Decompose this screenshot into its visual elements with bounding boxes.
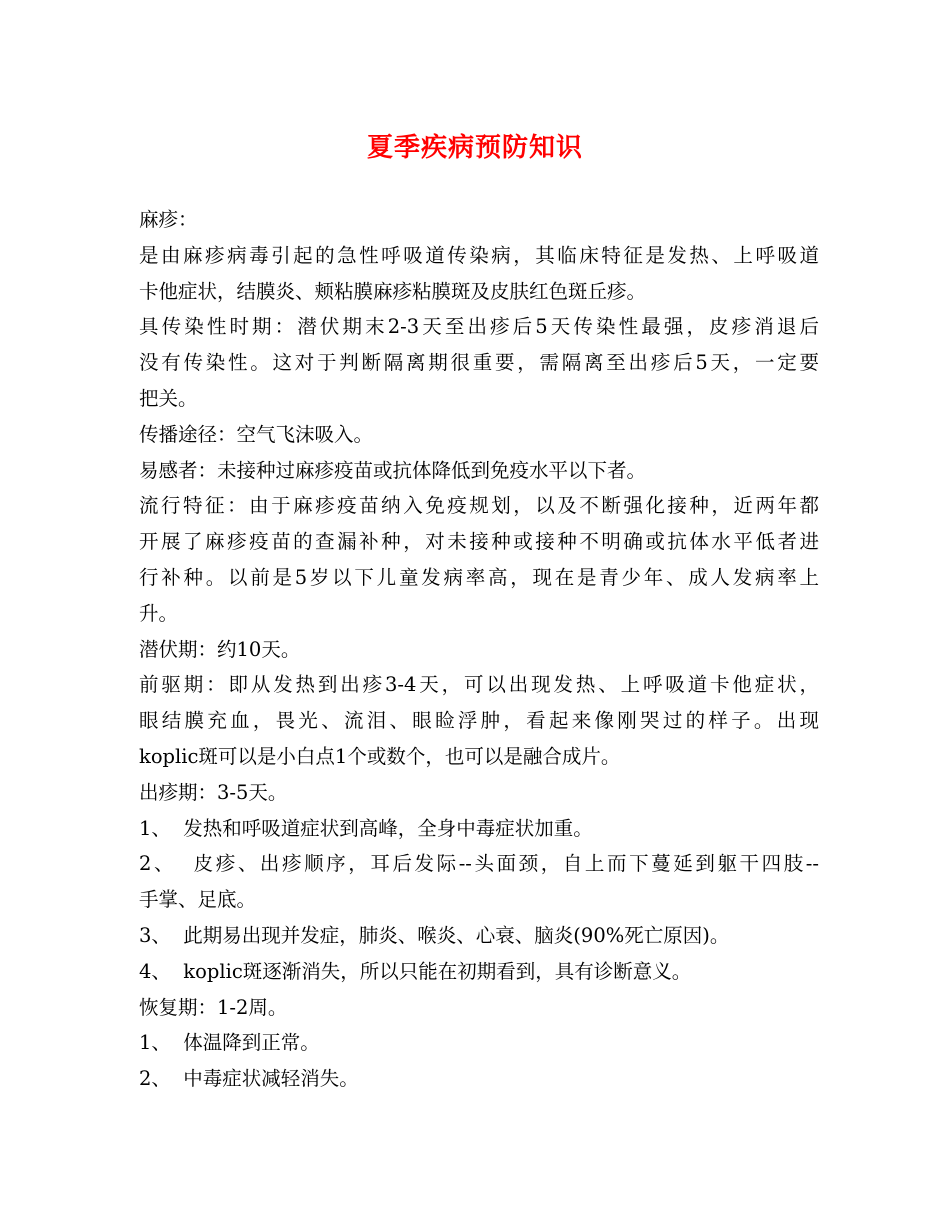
- text-line: 开展了麻疹疫苗的查漏补种，对未接种或接种不明确或抗体水平低者进: [139, 530, 819, 554]
- text-line: 4、 koplic斑逐渐消失，所以只能在初期看到，具有诊断意义。: [139, 959, 692, 983]
- text-line: 1、 发热和呼吸道症状到高峰，全身中毒症状加重。: [139, 816, 593, 840]
- text-line: 具传染性时期：潜伏期末2-3天至出疹后5天传染性最强，皮疹消退后: [139, 315, 819, 339]
- text-line: 潜伏期：约10天。: [139, 637, 301, 661]
- text-line: 出疹期：3-5天。: [139, 780, 288, 804]
- text-line: 2、 中毒症状减轻消失。: [139, 1067, 359, 1091]
- text-line: 流行特征：由于麻疹疫苗纳入免疫规划，以及不断强化接种，近两年都: [139, 494, 819, 518]
- text-line: 2、 皮疹、出疹顺序，耳后发际--头面颈，自上而下蔓延到躯干四肢--: [139, 852, 819, 876]
- text-line: 麻疹：: [139, 208, 198, 231]
- text-line: 是由麻疹病毒引起的急性呼吸道传染病，其临床特征是发热、上呼吸道: [139, 243, 819, 267]
- text-line: 卡他症状，结膜炎、颊粘膜麻疹粘膜斑及皮肤红色斑丘疹。: [139, 279, 647, 303]
- text-line: 升。: [139, 601, 179, 625]
- document-title: 夏季疾病预防知识: [366, 133, 583, 163]
- text-line: 眼结膜充血，畏光、流泪、眼睑浮肿，看起来像刚哭过的样子。出现: [139, 709, 819, 733]
- text-line: 1、 体温降到正常。: [139, 1031, 320, 1055]
- text-line: 恢复期：1-2周。: [139, 995, 288, 1019]
- text-line: 没有传染性。这对于判断隔离期很重要，需隔离至出疹后5天，一定要: [139, 351, 819, 375]
- text-line: 易感者：未接种过麻疹疫苗或抗体降低到免疫水平以下者。: [139, 458, 647, 482]
- text-line: 3、 此期易出现并发症，肺炎、喉炎、心衰、脑炎(90%死亡原因)。: [139, 923, 730, 947]
- text-line: 把关。: [139, 386, 198, 410]
- text-line: 手掌、足底。: [139, 888, 257, 912]
- text-line: koplic斑可以是小白点1个或数个，也可以是融合成片。: [139, 744, 621, 768]
- text-line: 前驱期：即从发热到出疹3-4天，可以出现发热、上呼吸道卡他症状，: [139, 673, 819, 697]
- text-line: 传播途径：空气飞沫吸入。: [139, 422, 374, 446]
- text-line: 行补种。以前是5岁以下儿童发病率高，现在是青少年、成人发病率上: [139, 565, 819, 589]
- document-body: [139, 202, 819, 1097]
